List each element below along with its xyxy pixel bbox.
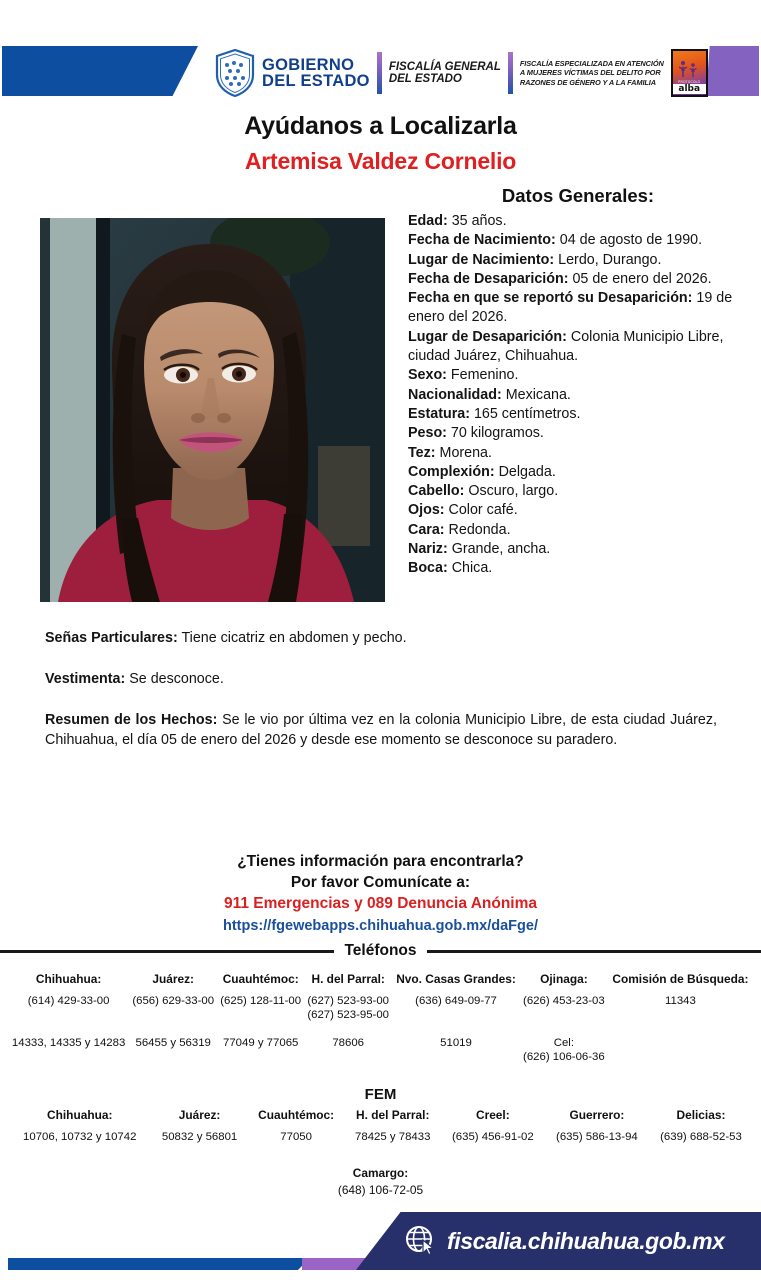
data-row	[408, 328, 748, 367]
top-banner	[0, 0, 761, 112]
data-value: 05 de enero del 2026.	[572, 270, 712, 287]
data-label: Boca:	[408, 560, 448, 577]
data-value: 70 kilogramos.	[450, 425, 544, 442]
col-header: Juárez:	[178, 1108, 221, 1122]
gobierno-line-2: DEL ESTADO	[262, 72, 370, 90]
fiscalia-line-1: FISCALÍA GENERAL	[388, 60, 501, 73]
data-row	[408, 386, 748, 405]
data-value: Femenino.	[450, 367, 519, 384]
data-value: Color café.	[448, 502, 518, 519]
data-value: 165 centímetros.	[473, 405, 581, 422]
col-header: Chihuahua:	[47, 1108, 113, 1122]
vestimenta	[45, 669, 717, 689]
resumen-label: Resumen de los Hechos:	[45, 712, 218, 728]
data-value: Lerdo, Durango.	[558, 251, 662, 268]
data-row	[408, 405, 748, 424]
data-label: Ojos:	[408, 502, 445, 519]
fem-section-heading: FEM	[364, 1086, 397, 1103]
col-header: Cuauhtémoc:	[222, 972, 299, 986]
banner-purple-shape	[706, 46, 759, 96]
camargo-value: (648) 106-72-05	[337, 1183, 424, 1197]
data-row	[408, 270, 748, 289]
col-header: Creel:	[475, 1108, 510, 1122]
data-label: Peso:	[408, 425, 447, 442]
data-row	[408, 482, 748, 501]
phone-table-primary	[8, 972, 753, 1064]
alba-label: alba	[673, 84, 706, 94]
data-row	[408, 212, 748, 231]
data-row	[408, 559, 748, 578]
fem-line-3: RAZONES DE GÉNERO Y A LA FAMILIA	[519, 77, 656, 87]
fem-wordmark	[520, 59, 664, 88]
data-value: Delgada.	[498, 463, 556, 480]
extension-cell: 77049 y 77065	[222, 1037, 299, 1049]
camargo-block	[0, 1165, 761, 1199]
phone-table-fem	[8, 1108, 753, 1144]
header-logo-group	[215, 44, 708, 102]
phone-cell: (656) 629-33-00	[132, 995, 215, 1007]
contact-question: ¿Tienes información para encontrarla?	[237, 853, 524, 870]
senas-label: Señas Particulares:	[45, 630, 178, 646]
extension-cell: 51019	[440, 1037, 472, 1049]
datos-generales-heading: Datos Generales:	[501, 185, 655, 206]
footer-bar	[0, 1212, 761, 1280]
data-row	[408, 444, 748, 463]
col-header: Guerrero:	[569, 1108, 625, 1122]
data-label: Nacionalidad:	[408, 386, 502, 403]
table-row	[8, 1022, 753, 1064]
table-header-row	[8, 1108, 753, 1130]
data-label: Cabello:	[408, 483, 465, 500]
data-value: Grande, ancha.	[451, 541, 551, 558]
rule-right	[427, 950, 761, 953]
fiscalia-line-2: DEL ESTADO	[388, 73, 462, 85]
fiscalia-general-wordmark	[389, 61, 501, 86]
extension-cell: 56455 y 56319	[135, 1037, 211, 1049]
extension-cell	[608, 1022, 753, 1064]
extension-cell: Cel: (626) 106-06-36	[523, 1037, 605, 1063]
alba-figures-icon	[676, 58, 702, 80]
phone-cell: (625) 128-11-00	[220, 995, 302, 1007]
banner-blue-shape	[2, 46, 198, 96]
data-row	[408, 366, 748, 385]
phone-cell: (626) 453-23-03	[523, 995, 605, 1007]
logo-divider-1	[377, 52, 382, 94]
data-label: Tez:	[408, 444, 436, 461]
data-value: Oscuro, largo.	[468, 483, 559, 500]
gobierno-del-estado-wordmark	[262, 57, 370, 89]
data-value: Colonia Municipio Libre, ciudad Juárez, Chihuahua.	[408, 328, 724, 365]
data-row	[408, 540, 748, 559]
phone-cell: 50832 y 56801	[161, 1131, 238, 1143]
data-row	[408, 231, 748, 250]
resumen-value: Se le vio por última vez en la colonia Municipio Libre, de esta ciudad Juárez, Chihuahua, el día 05 de enero del 2026 y desde ese momento se desconoce su paradero.	[45, 712, 717, 748]
data-row	[408, 521, 748, 540]
data-value: Morena.	[439, 444, 492, 461]
phone-cell: 77050	[280, 1131, 312, 1143]
data-row	[408, 251, 748, 270]
extension-cell: 78606	[332, 1037, 364, 1049]
contact-block	[0, 851, 761, 937]
resumen-hechos	[45, 710, 717, 750]
data-label: Lugar de Desaparición:	[408, 328, 567, 345]
logo-divider-2	[508, 52, 513, 94]
data-row	[408, 501, 748, 520]
camargo-label: Camargo:	[352, 1166, 409, 1180]
phone-cell: 10706, 10732 y 10742	[23, 1131, 137, 1143]
col-header: Cuauhtémoc:	[258, 1108, 335, 1122]
phone-cell: (636) 649-09-77	[415, 995, 497, 1007]
rule-left	[0, 950, 334, 953]
data-row	[408, 463, 748, 482]
phone-cell: 78425 y 78433	[355, 1131, 431, 1143]
fem-line-1: FISCALÍA ESPECIALIZADA EN ATENCIÓN	[519, 58, 664, 68]
senas-particulares	[45, 628, 717, 648]
fem-line-2: A MUJERES VÍCTIMAS DEL DELITO POR	[519, 68, 661, 78]
data-value: Mexicana.	[505, 386, 571, 403]
data-value: Chica.	[451, 560, 493, 577]
footer-website-url[interactable]: fiscalia.chihuahua.gob.mx	[447, 1227, 725, 1254]
emergency-numbers: 911 Emergencias y 089 Denuncia Anónima	[223, 895, 537, 912]
footer-blue-strip	[8, 1258, 310, 1270]
report-link[interactable]: https://fgewebapps.chihuahua.gob.mx/daFge/	[223, 918, 538, 934]
phone-cell: (614) 429-33-00	[27, 995, 110, 1007]
data-value: 35 años.	[451, 213, 507, 229]
missing-person-name: Artemisa Valdez Cornelio	[244, 148, 517, 174]
globe-icon	[404, 1224, 438, 1258]
data-value: 19 de enero del 2026.	[408, 290, 733, 326]
col-header: Comisión de Búsqueda:	[612, 972, 749, 986]
alba-sub-label: PROTOCOLO	[678, 80, 701, 84]
page-title: Ayúdanos a Localizarla	[244, 112, 517, 140]
data-label: Estatura:	[408, 405, 470, 422]
col-header: H. del Parral:	[311, 972, 385, 986]
col-header: Nvo. Casas Grandes:	[396, 972, 516, 986]
vestimenta-label: Vestimenta:	[45, 671, 126, 687]
senas-value: Tiene cicatriz en abdomen y pecho.	[181, 630, 407, 646]
protocolo-alba-logo	[671, 49, 708, 97]
data-label: Edad:	[408, 213, 448, 229]
col-header: H. del Parral:	[356, 1108, 430, 1122]
phone-cell: (627) 523-93-00 (627) 523-95-00	[307, 995, 389, 1021]
gobierno-line-1: GOBIERNO	[262, 56, 355, 74]
data-label: Cara:	[408, 521, 445, 538]
table-header-row	[8, 972, 753, 994]
data-label: Complexión:	[408, 463, 495, 480]
phone-cell: (639) 688-52-53	[660, 1131, 742, 1143]
col-header: Ojinaga:	[540, 972, 588, 986]
data-row	[408, 424, 748, 443]
data-row	[408, 289, 748, 328]
data-value: 04 de agosto de 1990.	[559, 232, 703, 249]
data-label: Nariz:	[408, 541, 448, 558]
col-header: Juárez:	[152, 972, 195, 986]
contact-instruction: Por favor Comunícate a:	[290, 874, 471, 891]
telefonos-heading-row	[0, 940, 761, 962]
phone-cell: (635) 586-13-94	[556, 1131, 638, 1143]
table-row	[8, 1130, 753, 1144]
state-shield-icon	[215, 49, 255, 97]
data-label: Fecha de Nacimiento:	[408, 232, 556, 249]
data-label: Sexo:	[408, 367, 447, 384]
phone-cell: (635) 456-91-02	[452, 1131, 534, 1143]
telefonos-heading: Teléfonos	[344, 942, 417, 959]
data-label: Fecha de Desaparición:	[408, 270, 569, 287]
general-data-list	[408, 212, 748, 579]
data-label: Lugar de Nacimiento:	[408, 251, 555, 268]
col-header: Delicias:	[676, 1108, 726, 1122]
col-header: Chihuahua:	[35, 972, 102, 986]
data-value: Redonda.	[448, 521, 511, 538]
data-label: Fecha en que se reportó su Desaparición:	[408, 290, 693, 307]
vestimenta-value: Se desconoce.	[129, 671, 224, 687]
missing-person-photo	[40, 218, 385, 602]
extension-cell: 14333, 14335 y 14283	[11, 1037, 126, 1049]
phone-cell: 11343	[665, 995, 696, 1007]
table-row	[8, 994, 753, 1022]
